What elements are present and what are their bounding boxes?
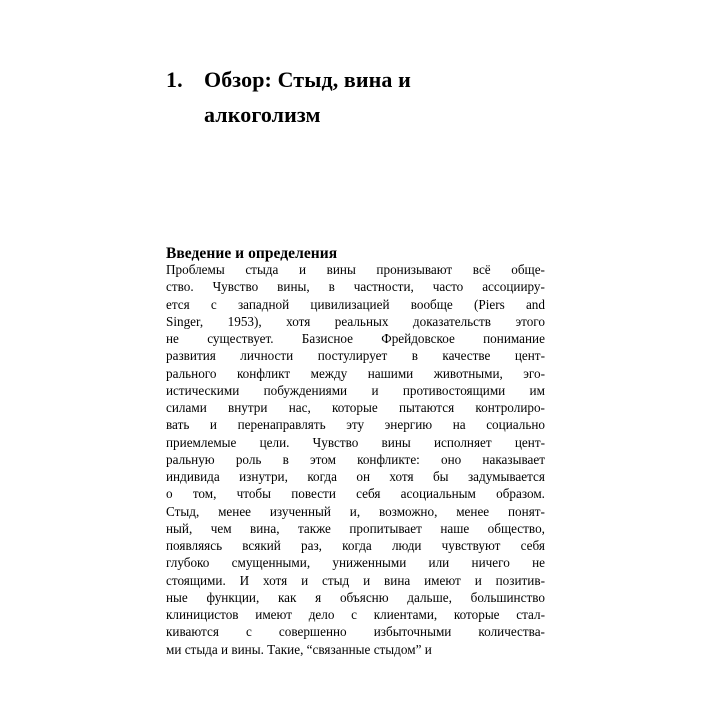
paragraph-line: развития личности постулирует в качестве цент-: [166, 348, 545, 364]
chapter-title: [166, 62, 546, 132]
chapter-title-text-line-1: Обзор: Стыд, вина и: [204, 67, 411, 92]
paragraph-line: истическими побуждениями и противостоящими им: [166, 382, 545, 398]
paragraph-line: стоящими. И хотя и стыд и вина имеют и позитив-: [166, 572, 545, 588]
paragraph-line: ные функции, как я объясню дальше, большинство: [166, 589, 545, 605]
paragraph-line: ный, чем вина, также пропитывает наше общество,: [166, 520, 545, 536]
paragraph-line: рального конфликт между нашими животными, эго-: [166, 365, 545, 381]
paragraph-line: клиницистов имеют дело с клиентами, которые стал-: [166, 607, 545, 622]
paragraph-line: приемлемые цели. Чувство вины исполняет цент-: [166, 434, 545, 450]
paragraph-line: индивида изнутри, когда он хотя бы задумывается: [166, 469, 545, 484]
paragraph-line: ется с западной цивилизацией вообще (Piers and: [166, 296, 545, 312]
paragraph-line: вать и перенаправлять эту энергию на социально: [166, 417, 545, 433]
paragraph-line: киваются с совершенно избыточными количества-: [166, 624, 545, 640]
paragraph-line: не существует. Базисное Фрейдовское понимание: [166, 331, 545, 346]
paragraph-line: Singer, 1953), хотя реальных доказательств этого: [166, 313, 545, 329]
paragraph-line: появляясь всякий раз, когда люди чувствуют себя: [166, 538, 545, 553]
chapter-number: 1.: [166, 67, 183, 92]
paragraph-line: Проблемы стыда и вины пронизывают всё обще-: [166, 262, 545, 277]
paragraph-line: ство. Чувство вины, в частности, часто ассоцииру-: [166, 279, 545, 295]
paragraph-line: Стыд, менее изученный и, возможно, менее понят-: [166, 503, 545, 519]
paragraph-line: силами внутри нас, которые пытаются контролиро-: [166, 400, 545, 415]
paragraph-line: о том, чтобы повести себя асоциальным образом.: [166, 486, 545, 502]
chapter-title-line-2: [166, 97, 546, 132]
chapter-title-text-line-2: алкоголизм: [204, 102, 321, 127]
body-paragraph: [166, 261, 545, 658]
paragraph-line: глубоко смущенными, униженными или ничего не: [166, 555, 545, 571]
section-heading: Введение и определения: [166, 244, 338, 262]
paragraph-line: ральную роль в этом конфликте: оно наказывает: [166, 451, 545, 467]
paragraph-line: ми стыда и вины. Такие, “связанные стыдом” и: [166, 641, 432, 657]
chapter-title-line-1: [166, 62, 546, 97]
